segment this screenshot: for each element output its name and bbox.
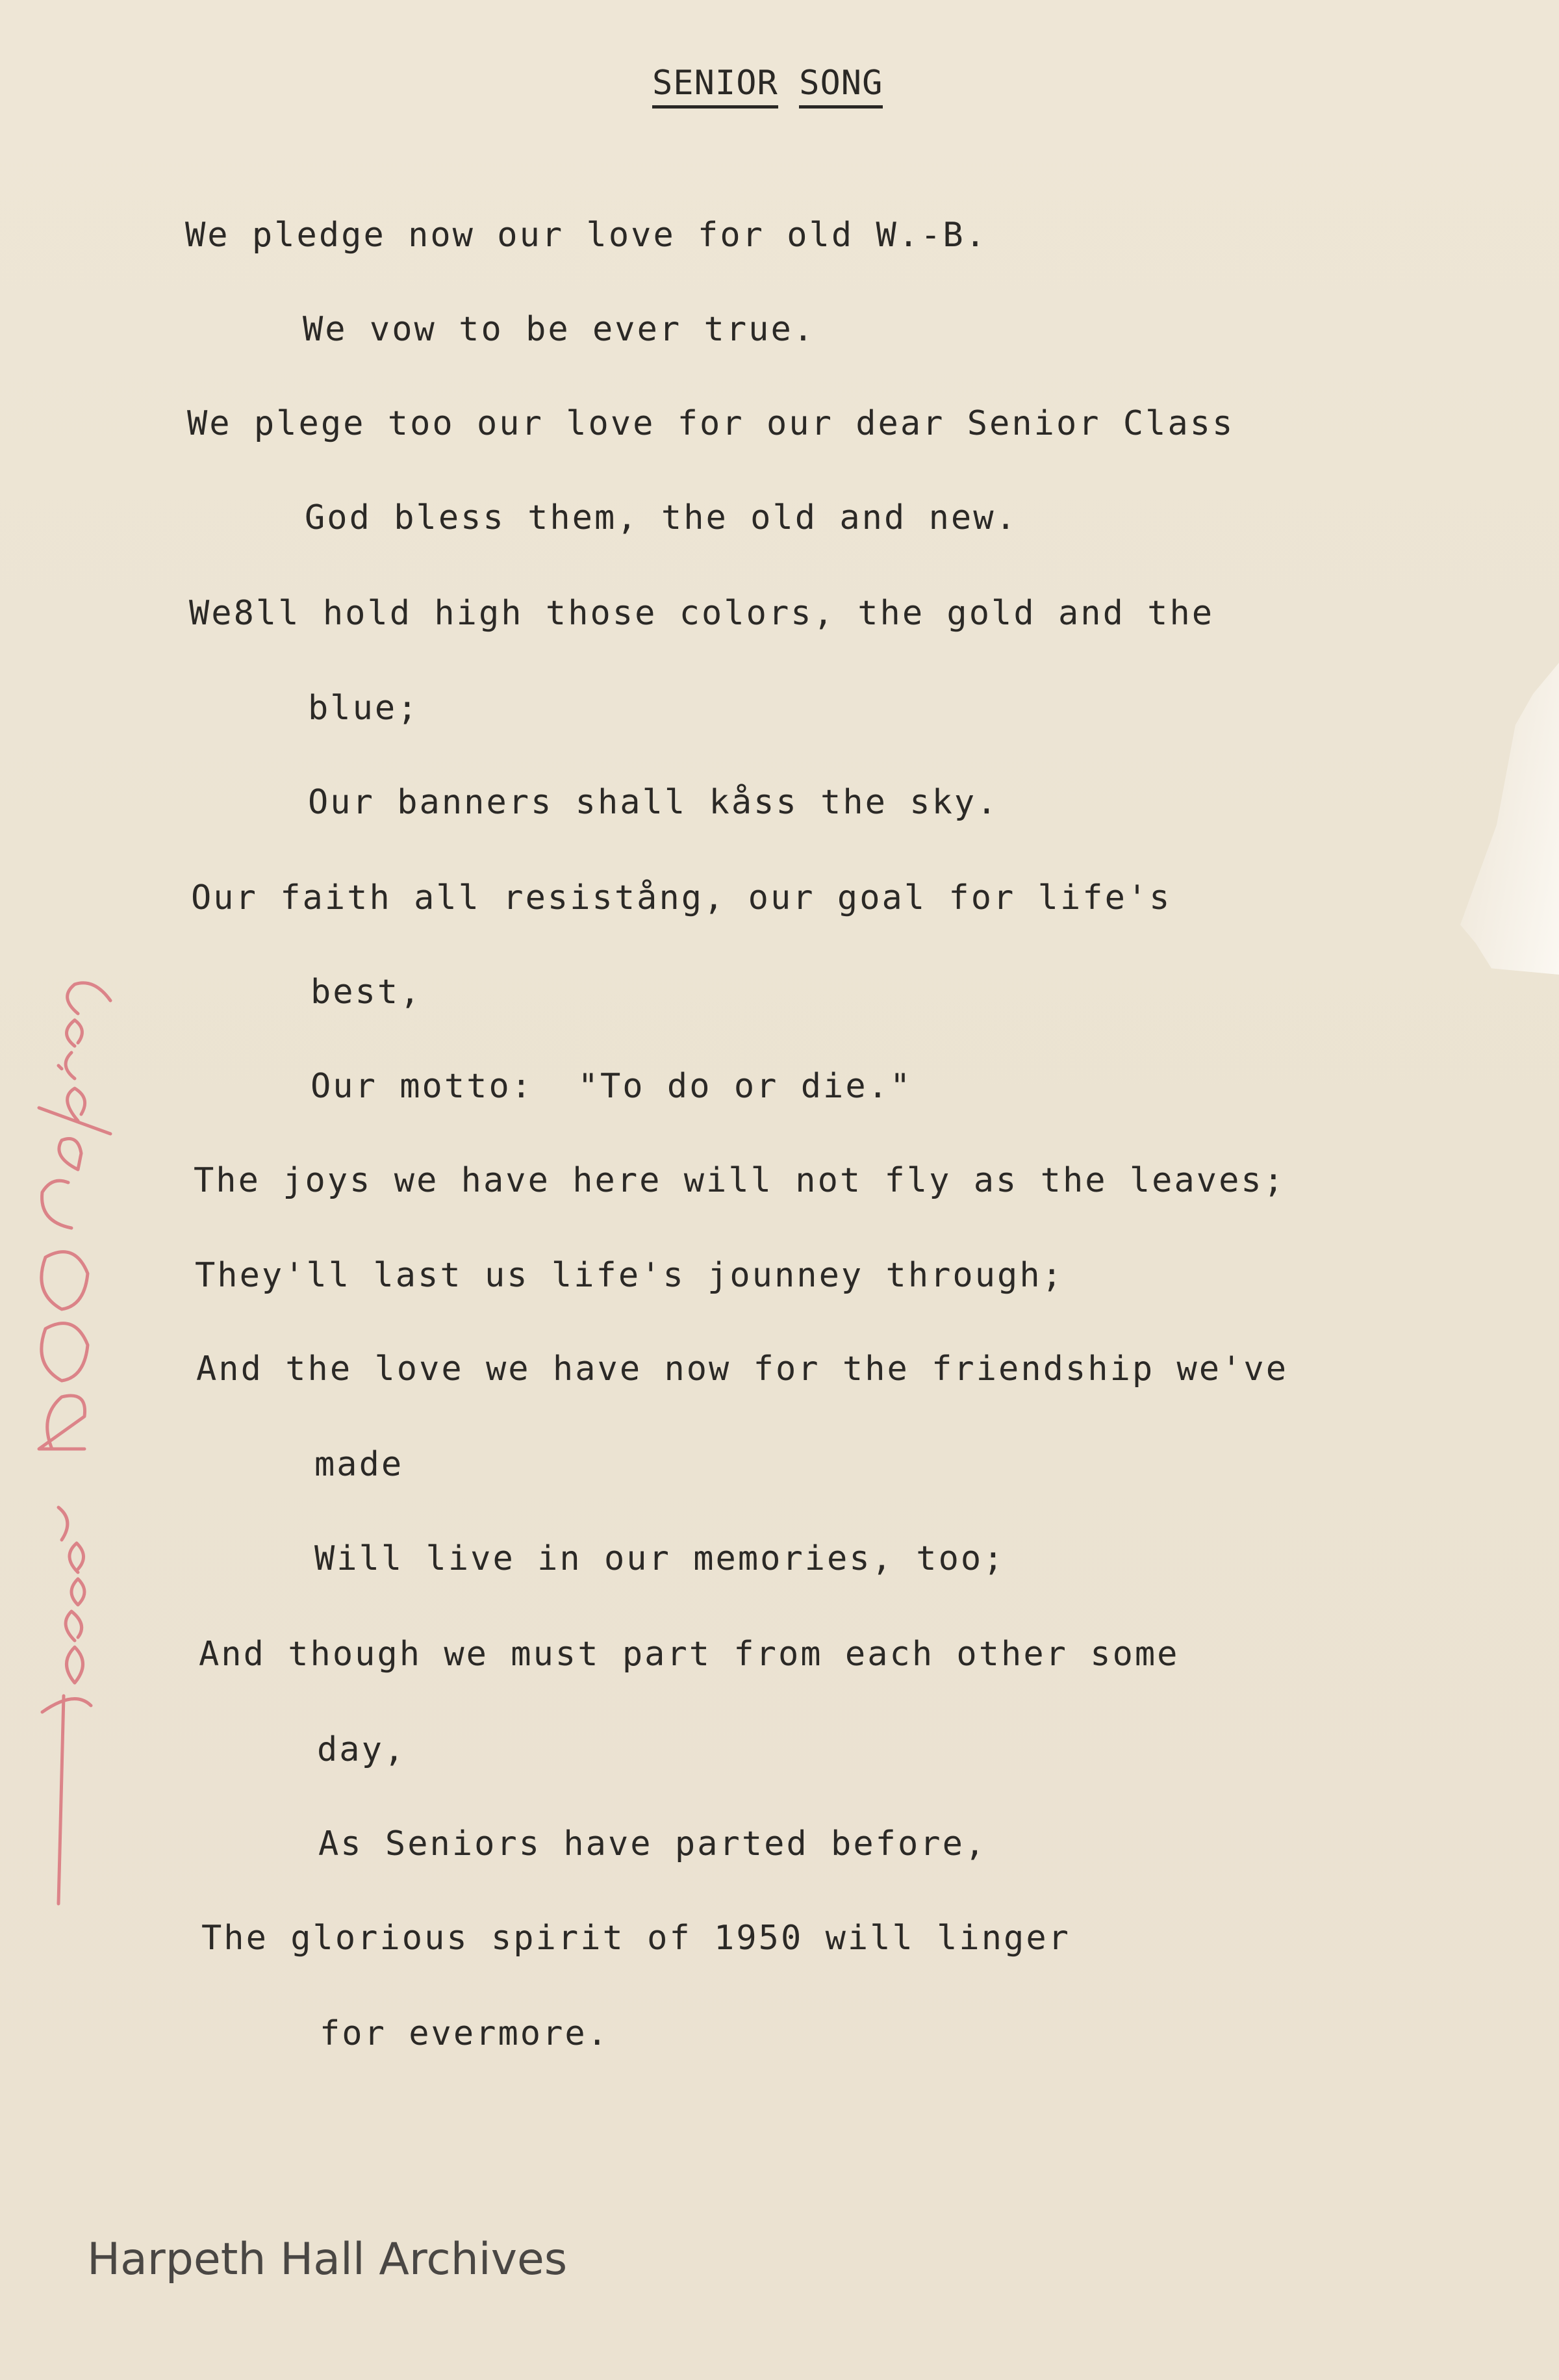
song-line: We8ll hold high those colors, the gold and the bbox=[189, 594, 1215, 633]
handwritten-note-icon bbox=[13, 650, 169, 1936]
song-line: As Seniors have parted before, bbox=[318, 1824, 987, 1863]
song-line: blue; bbox=[308, 689, 420, 728]
title-word-senior: SENIOR bbox=[652, 64, 778, 109]
song-line: made bbox=[314, 1445, 404, 1484]
song-line: And though we must part from each other some bbox=[199, 1635, 1180, 1674]
song-line: Our faith all resistång, our goal for life's bbox=[191, 878, 1172, 917]
song-line: Will live in our memories, too; bbox=[314, 1539, 1006, 1578]
song-line: Our motto: "To do or die." bbox=[311, 1067, 913, 1106]
song-line: day, bbox=[317, 1730, 407, 1769]
torn-edge bbox=[1455, 663, 1559, 975]
song-line: We vow to be ever true. bbox=[303, 310, 816, 349]
song-line: They'll last us life's jounney through; bbox=[195, 1256, 1064, 1295]
song-line: We plege too our love for our dear Senior Class bbox=[187, 404, 1235, 443]
archive-watermark: Harpeth Hall Archives bbox=[87, 2234, 568, 2285]
title-word-song: SONG bbox=[799, 64, 883, 109]
song-line: for evermore. bbox=[320, 2014, 609, 2053]
page-title bbox=[652, 64, 883, 103]
song-line: best, bbox=[311, 973, 422, 1012]
song-line: And the love we have now for the friendship we've bbox=[196, 1350, 1289, 1388]
song-line: The glorious spirit of 1950 will linger bbox=[201, 1919, 1071, 1958]
song-line: God bless them, the old and new. bbox=[305, 498, 1018, 537]
song-line: Our banners shall kåss the sky. bbox=[308, 783, 999, 822]
song-line: We pledge now our love for old W.-B. bbox=[185, 216, 988, 255]
song-line: The joys we have here will not fly as the leaves; bbox=[194, 1161, 1286, 1200]
